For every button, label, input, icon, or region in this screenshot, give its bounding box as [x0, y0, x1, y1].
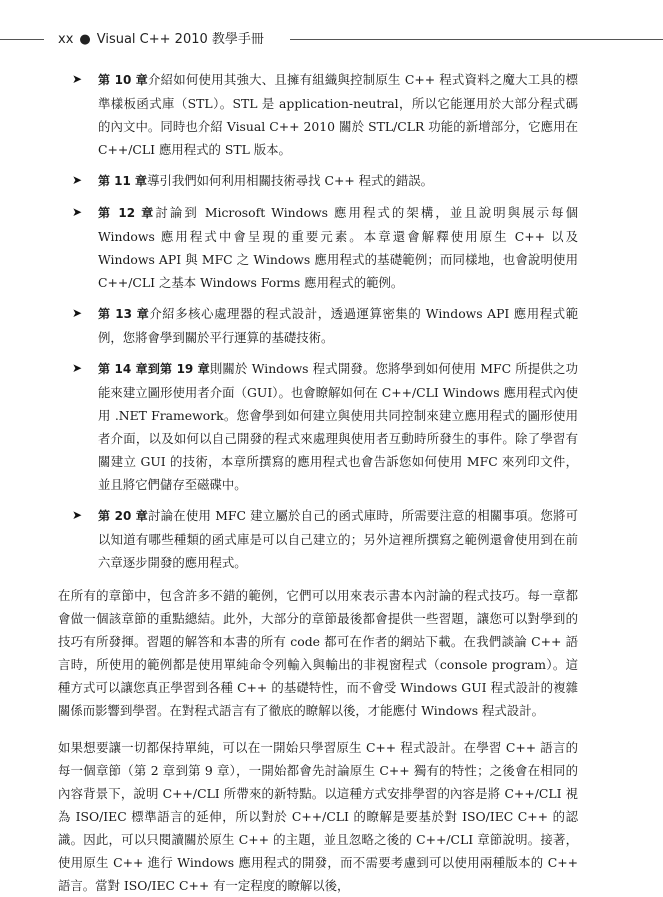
arrow-bullet-icon: ➤ [72, 361, 83, 375]
arrow-bullet-icon: ➤ [72, 173, 83, 187]
chapter-description: 介紹多核心處理器的程式設計，透過運算密集的 Windows API 應用程式範例，您將會學到關於平行運算的基礎技術。 [98, 306, 579, 345]
page-body [58, 68, 578, 897]
chapter-description: 介紹如何使用其強大、且擁有組織與控制原生 C++ 程式資料之魔大工具的標準樣板函式庫（STL）。STL 是 application-neutral，所以它能運用於大部分程式碼的內文中。同時也介紹 Visual C++ 2010 關於 STL/CLR 功能的新增部分，它應用在 C++/CLI 應用程式的 STL 版本。 [98, 72, 578, 157]
chapter-label: 第 13 章 [98, 307, 150, 321]
arrow-bullet-icon: ➤ [72, 72, 83, 86]
chapter-description: 討論在使用 MFC 建立屬於自己的函式庫時，所需要注意的相關事項。您將可以知道有哪些種類的函式庫是可以自己建立的；另外這裡所撰寫之範例還會使用到在前六章逐步開發的應用程式。 [98, 508, 578, 570]
header-rule-right [290, 39, 663, 40]
chapter-item [58, 504, 578, 574]
page-number: xx [58, 32, 74, 47]
chapter-item [58, 68, 578, 161]
arrow-bullet-icon: ➤ [72, 205, 83, 219]
bullet-dot-icon: ● [79, 32, 91, 47]
chapter-item [58, 302, 578, 349]
chapter-item [58, 201, 578, 294]
chapter-list [58, 68, 578, 574]
arrow-bullet-icon: ➤ [72, 508, 83, 522]
running-header [0, 30, 663, 50]
chapter-item [58, 169, 578, 193]
chapter-label: 第 12 章 [98, 206, 156, 220]
arrow-bullet-icon: ➤ [72, 306, 83, 320]
chapter-description: 導引我們如何利用相關技術尋找 C++ 程式的錯誤。 [147, 173, 433, 188]
body-paragraph: 如果想要讓一切都保持單純，可以在一開始只學習原生 C++ 程式設計。在學習 C++ 語言的每一個章節（第 2 章到第 9 章），一開始都會先討論原生 C++ 獨有的特性；之後會在相同的內容背景下，說明 C++/CLI 所帶來的新特點。以這種方式安排學習的內容是將 C++/CLI 視為 ISO/IEC 標準語言的延伸，所以對於 C++/CLI 的瞭解是要基於對 ISO/IEC C++ 的認識。因此，可以只閱讀關於原生 C++ 的主題，並且忽略之後的 C++/CLI 章節說明。接著，使用原生 C++ 進行 Windows 應用程式的開發，而不需要考慮到可以使用兩種版本的 C++ 語言。當對 ISO/IEC C++ 有一定程度的瞭解以後， [58, 740, 578, 893]
chapter-label: 第 11 章 [98, 174, 148, 188]
chapter-item [58, 357, 578, 496]
body-paragraph: 在所有的章節中，包含許多不錯的範例，它們可以用來表示書本內討論的程式技巧。每一章都會做一個該章節的重點總結。此外，大部分的章節最後都會提供一些習題，讓您可以對學到的技巧有所發揮。習題的解答和本書的所有 code 都可在作者的網站下載。在我們談論 C++ 語言時，所使用的範例都是使用單純命令列輸入與輸出的非視窗程式（console program）。這種方式可以讓您真正學習到各種 C++ 的基礎特性，而不會受 Windows GUI 程式設計的複雜關係而影響到學習。在對程式語言有了徹底的瞭解以後，才能應付 Windows 程式設計。 [58, 588, 578, 718]
chapter-label: 第 20 章 [98, 509, 148, 523]
header-text [58, 30, 264, 50]
chapter-description: 則關於 Windows 程式開發。您將學到如何使用 MFC 所提供之功能來建立圖形使用者介面（GUI）。也會瞭解如何在 C++/CLI Windows 應用程式內使用 .NET Framework。您會學到如何建立與使用共同控制來建立應用程式的圖形使用者介面，以及如何以自己開發的程式來處理與使用者互動時所發生的事件。除了學習有關建立 GUI 的技術，本章所撰寫的應用程式也會告訴您如何使用 MFC 來列印文件，並且將它們儲存至磁碟中。 [98, 361, 578, 492]
header-rule-left [0, 39, 44, 40]
chapter-label: 第 14 章到第 19 章 [98, 362, 210, 376]
chapter-description: 討論到 Microsoft Windows 應用程式的架構，並且說明與展示每個 Windows 應用程式中會呈現的重要元素。本章還會解釋使用原生 C++ 以及 Windows API 與 MFC 之 Windows 應用程式的基礎範例；而同樣地，也會說明使用 C++/CLI 之基本 Windows Forms 應用程式的範例。 [98, 205, 578, 290]
chapter-label: 第 10 章 [98, 73, 149, 87]
book-title: Visual C++ 2010 教學手冊 [96, 32, 264, 47]
